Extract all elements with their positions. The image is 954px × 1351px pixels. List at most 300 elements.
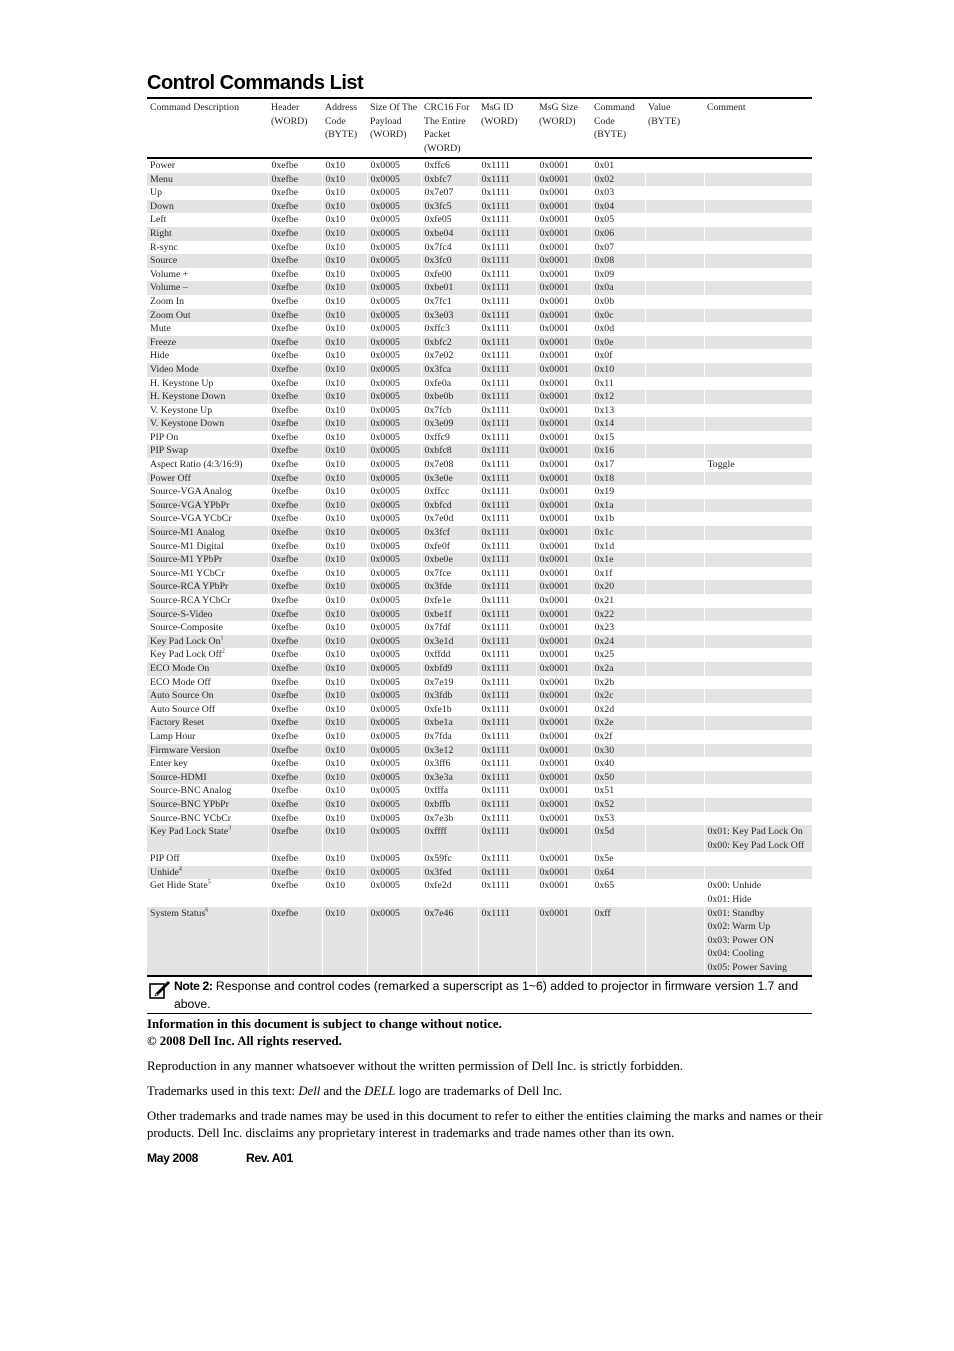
cell-command-code: 0x2b xyxy=(591,676,645,690)
cell-msg-id: 0x1111 xyxy=(478,213,536,227)
cell-description xyxy=(147,812,268,826)
cell-msg-size: 0x0001 xyxy=(536,662,591,676)
cell-command-code: 0x04 xyxy=(591,200,645,214)
table-row xyxy=(147,158,812,173)
cell-comment xyxy=(704,417,812,431)
cell-msg-size: 0x0001 xyxy=(536,322,591,336)
table-row xyxy=(147,322,812,336)
cell-header: 0xefbe xyxy=(268,458,322,472)
description-text: Right xyxy=(150,227,172,239)
cell-msg-size: 0x0001 xyxy=(536,458,591,472)
cell-header: 0xefbe xyxy=(268,281,322,295)
cell-comment xyxy=(704,200,812,214)
cell-command-code: 0x1a xyxy=(591,499,645,513)
description-text: Key Pad Lock Off xyxy=(150,649,222,661)
cell-payload-size: 0x0005 xyxy=(367,744,421,758)
cell-value xyxy=(645,444,704,458)
cell-comment xyxy=(704,798,812,812)
cell-msg-size: 0x0001 xyxy=(536,349,591,363)
cell-header: 0xefbe xyxy=(268,499,322,513)
superscript-marker: 4 xyxy=(178,866,182,873)
cell-msg-id: 0x1111 xyxy=(478,866,536,880)
cell-crc16: 0xbe1a xyxy=(421,716,478,730)
cell-value xyxy=(645,227,704,241)
cell-header: 0xefbe xyxy=(268,621,322,635)
table-row xyxy=(147,716,812,730)
description-text: Auto Source On xyxy=(150,690,214,702)
cell-command-code: 0x12 xyxy=(591,390,645,404)
cell-command-code: 0x0f xyxy=(591,349,645,363)
cell-description xyxy=(147,458,268,472)
cell-value xyxy=(645,458,704,472)
col-header-payload-size: Size Of The Payload (WORD) xyxy=(367,98,421,158)
cell-msg-id: 0x1111 xyxy=(478,648,536,662)
cell-value xyxy=(645,485,704,499)
cell-crc16: 0x3fcf xyxy=(421,526,478,540)
cell-address: 0x10 xyxy=(322,567,367,581)
description-text: Source-RCA YCbCr xyxy=(150,595,231,606)
table-row xyxy=(147,281,812,295)
table-row xyxy=(147,812,812,826)
cell-address: 0x10 xyxy=(322,322,367,336)
cell-header: 0xefbe xyxy=(268,567,322,581)
cell-description xyxy=(147,349,268,363)
cell-value xyxy=(645,309,704,323)
cell-value xyxy=(645,798,704,812)
cell-command-code: 0x13 xyxy=(591,404,645,418)
description-text: Source-BNC Analog xyxy=(150,785,232,797)
cell-value xyxy=(645,676,704,690)
cell-comment xyxy=(704,567,812,581)
cell-payload-size: 0x0005 xyxy=(367,158,421,173)
cell-crc16: 0xbe1f xyxy=(421,608,478,622)
description-text: ECO Mode Off xyxy=(150,676,211,688)
cell-msg-size: 0x0001 xyxy=(536,485,591,499)
cell-value xyxy=(645,553,704,567)
cell-description xyxy=(147,648,268,662)
cell-description xyxy=(147,621,268,635)
cell-payload-size: 0x0005 xyxy=(367,417,421,431)
cell-command-code: 0x0b xyxy=(591,295,645,309)
table-row xyxy=(147,621,812,635)
table-row xyxy=(147,852,812,866)
cell-description xyxy=(147,322,268,336)
cell-address: 0x10 xyxy=(322,431,367,445)
cell-header: 0xefbe xyxy=(268,404,322,418)
info-other-trademarks: Other trademarks and trade names may be used in this document to refer to either the entities claiming the marks and names or their products. Dell Inc. disclaims any proprietary interest in trademarks and trade names other than its own. xyxy=(147,1109,823,1140)
cell-comment xyxy=(704,390,812,404)
description-text: Left xyxy=(150,214,167,226)
description-text: Mute xyxy=(150,323,171,335)
cell-crc16: 0x7fcb xyxy=(421,404,478,418)
cell-msg-size: 0x0001 xyxy=(536,241,591,255)
cell-comment xyxy=(704,608,812,622)
cell-header: 0xefbe xyxy=(268,594,322,608)
cell-payload-size: 0x0005 xyxy=(367,907,421,976)
cell-msg-size: 0x0001 xyxy=(536,158,591,173)
cell-msg-size: 0x0001 xyxy=(536,281,591,295)
cell-address: 0x10 xyxy=(322,608,367,622)
cell-address: 0x10 xyxy=(322,213,367,227)
cell-msg-size: 0x0001 xyxy=(536,771,591,785)
cell-command-code: 0x01 xyxy=(591,158,645,173)
cell-payload-size: 0x0005 xyxy=(367,703,421,717)
cell-crc16: 0x3e03 xyxy=(421,309,478,323)
cell-comment xyxy=(704,472,812,486)
cell-description xyxy=(147,417,268,431)
cell-msg-id: 0x1111 xyxy=(478,879,536,906)
cell-description xyxy=(147,716,268,730)
table-row xyxy=(147,635,812,649)
superscript-marker: 3 xyxy=(228,825,232,832)
cell-command-code: 0x52 xyxy=(591,798,645,812)
col-header-msg-id: MsG ID (WORD) xyxy=(478,98,536,158)
cell-address: 0x10 xyxy=(322,309,367,323)
cell-command-code: 0x5e xyxy=(591,852,645,866)
superscript-marker: 1 xyxy=(220,635,224,642)
cell-msg-size: 0x0001 xyxy=(536,621,591,635)
cell-address: 0x10 xyxy=(322,635,367,649)
cell-command-code: 0x09 xyxy=(591,268,645,282)
cell-header: 0xefbe xyxy=(268,158,322,173)
description-text: Factory Reset xyxy=(150,717,205,729)
cell-crc16: 0xbe0b xyxy=(421,390,478,404)
cell-description xyxy=(147,390,268,404)
description-text: Source xyxy=(150,255,178,267)
cell-command-code: 0x2d xyxy=(591,703,645,717)
cell-payload-size: 0x0005 xyxy=(367,621,421,635)
cell-value xyxy=(645,567,704,581)
cell-msg-size: 0x0001 xyxy=(536,812,591,826)
table-row xyxy=(147,553,812,567)
cell-payload-size: 0x0005 xyxy=(367,309,421,323)
cell-value xyxy=(645,512,704,526)
description-text: Auto Source Off xyxy=(150,703,216,715)
cell-header: 0xefbe xyxy=(268,322,322,336)
cell-description xyxy=(147,703,268,717)
cell-crc16: 0x7e07 xyxy=(421,186,478,200)
cell-payload-size: 0x0005 xyxy=(367,784,421,798)
cell-command-code: 0x25 xyxy=(591,648,645,662)
description-text: Source-S-Video xyxy=(150,608,213,620)
table-row xyxy=(147,907,812,976)
cell-comment xyxy=(704,757,812,771)
cell-msg-id: 0x1111 xyxy=(478,621,536,635)
cell-payload-size: 0x0005 xyxy=(367,499,421,513)
col-header-crc16: CRC16 For The Entire Packet (WORD) xyxy=(421,98,478,158)
cell-msg-size: 0x0001 xyxy=(536,879,591,906)
cell-command-code: 0x03 xyxy=(591,186,645,200)
footer-revision: Rev. A01 xyxy=(246,1151,293,1165)
trademarks-post: logo are trademarks of Dell Inc. xyxy=(395,1084,563,1098)
cell-command-code: 0x0e xyxy=(591,336,645,350)
cell-msg-size: 0x0001 xyxy=(536,784,591,798)
table-row xyxy=(147,662,812,676)
cell-msg-size: 0x0001 xyxy=(536,716,591,730)
cell-crc16: 0xbfcd xyxy=(421,499,478,513)
cell-header: 0xefbe xyxy=(268,268,322,282)
table-row xyxy=(147,404,812,418)
cell-description xyxy=(147,662,268,676)
cell-address: 0x10 xyxy=(322,730,367,744)
cell-crc16: 0xffcc xyxy=(421,485,478,499)
cell-msg-size: 0x0001 xyxy=(536,825,591,852)
description-text: Hide xyxy=(150,350,170,362)
cell-header: 0xefbe xyxy=(268,907,322,976)
cell-description xyxy=(147,295,268,309)
cell-msg-size: 0x0001 xyxy=(536,567,591,581)
cell-msg-id: 0x1111 xyxy=(478,499,536,513)
cell-command-code: 0x0a xyxy=(591,281,645,295)
cell-msg-size: 0x0001 xyxy=(536,377,591,391)
cell-payload-size: 0x0005 xyxy=(367,200,421,214)
cell-comment xyxy=(704,213,812,227)
cell-address: 0x10 xyxy=(322,594,367,608)
cell-msg-id: 0x1111 xyxy=(478,336,536,350)
cell-msg-id: 0x1111 xyxy=(478,417,536,431)
cell-payload-size: 0x0005 xyxy=(367,689,421,703)
cell-msg-id: 0x1111 xyxy=(478,526,536,540)
cell-address: 0x10 xyxy=(322,158,367,173)
cell-comment xyxy=(704,703,812,717)
cell-payload-size: 0x0005 xyxy=(367,730,421,744)
cell-msg-id: 0x1111 xyxy=(478,158,536,173)
info-reproduction: Reproduction in any manner whatsoever without the written permission of Dell Inc. is strictly forbidden. xyxy=(147,1059,683,1073)
cell-comment xyxy=(704,784,812,798)
cell-command-code: 0x1d xyxy=(591,540,645,554)
table-row xyxy=(147,390,812,404)
cell-header: 0xefbe xyxy=(268,295,322,309)
cell-crc16: 0xffc9 xyxy=(421,431,478,445)
cell-header: 0xefbe xyxy=(268,703,322,717)
cell-msg-id: 0x1111 xyxy=(478,716,536,730)
footer-date: May 2008 xyxy=(147,1151,199,1165)
cell-header: 0xefbe xyxy=(268,526,322,540)
cell-value xyxy=(645,635,704,649)
col-header-address: Address Code (BYTE) xyxy=(322,98,367,158)
description-text: Zoom Out xyxy=(150,309,191,321)
cell-command-code: 0x1e xyxy=(591,553,645,567)
table-row xyxy=(147,444,812,458)
cell-value xyxy=(645,349,704,363)
cell-address: 0x10 xyxy=(322,444,367,458)
cell-header: 0xefbe xyxy=(268,417,322,431)
cell-payload-size: 0x0005 xyxy=(367,431,421,445)
description-text: Key Pad Lock State xyxy=(150,826,229,838)
cell-header: 0xefbe xyxy=(268,730,322,744)
table-row xyxy=(147,200,812,214)
cell-comment xyxy=(704,676,812,690)
cell-header: 0xefbe xyxy=(268,676,322,690)
table-row xyxy=(147,580,812,594)
table-row xyxy=(147,227,812,241)
cell-payload-size: 0x0005 xyxy=(367,608,421,622)
comment-line: 0x03: Power ON xyxy=(707,934,774,946)
cell-comment xyxy=(704,268,812,282)
cell-header: 0xefbe xyxy=(268,812,322,826)
table-row xyxy=(147,213,812,227)
description-text: Volume – xyxy=(150,282,188,294)
table-row xyxy=(147,431,812,445)
cell-description xyxy=(147,309,268,323)
cell-payload-size: 0x0005 xyxy=(367,377,421,391)
cell-address: 0x10 xyxy=(322,689,367,703)
cell-address: 0x10 xyxy=(322,200,367,214)
cell-comment xyxy=(704,227,812,241)
cell-header: 0xefbe xyxy=(268,390,322,404)
cell-payload-size: 0x0005 xyxy=(367,227,421,241)
description-text: Volume + xyxy=(150,268,189,280)
cell-crc16: 0x3fdb xyxy=(421,689,478,703)
cell-address: 0x10 xyxy=(322,662,367,676)
cell-comment xyxy=(704,281,812,295)
cell-crc16: 0xfe1b xyxy=(421,703,478,717)
cell-msg-id: 0x1111 xyxy=(478,268,536,282)
cell-payload-size: 0x0005 xyxy=(367,213,421,227)
cell-header: 0xefbe xyxy=(268,377,322,391)
cell-crc16: 0x7fc4 xyxy=(421,241,478,255)
cell-msg-size: 0x0001 xyxy=(536,648,591,662)
cell-command-code: 0x64 xyxy=(591,866,645,880)
cell-description xyxy=(147,472,268,486)
cell-crc16: 0xfe0a xyxy=(421,377,478,391)
cell-payload-size: 0x0005 xyxy=(367,363,421,377)
description-text: ECO Mode On xyxy=(150,662,210,674)
cell-msg-id: 0x1111 xyxy=(478,431,536,445)
cell-msg-id: 0x1111 xyxy=(478,907,536,976)
cell-header: 0xefbe xyxy=(268,744,322,758)
cell-command-code: 0x06 xyxy=(591,227,645,241)
cell-value xyxy=(645,594,704,608)
cell-payload-size: 0x0005 xyxy=(367,349,421,363)
cell-value xyxy=(645,825,704,852)
cell-value xyxy=(645,390,704,404)
cell-header: 0xefbe xyxy=(268,852,322,866)
cell-msg-id: 0x1111 xyxy=(478,730,536,744)
description-text: V. Keystone Down xyxy=(150,418,225,430)
cell-comment xyxy=(704,825,812,852)
cell-comment xyxy=(704,662,812,676)
cell-header: 0xefbe xyxy=(268,336,322,350)
cell-payload-size: 0x0005 xyxy=(367,553,421,567)
cell-header: 0xefbe xyxy=(268,512,322,526)
table-row xyxy=(147,526,812,540)
cell-comment xyxy=(704,744,812,758)
cell-description xyxy=(147,377,268,391)
cell-payload-size: 0x0005 xyxy=(367,866,421,880)
cell-address: 0x10 xyxy=(322,472,367,486)
cell-crc16: 0x7fdf xyxy=(421,621,478,635)
cell-crc16: 0xbfc2 xyxy=(421,336,478,350)
cell-comment xyxy=(704,716,812,730)
cell-header: 0xefbe xyxy=(268,349,322,363)
cell-description xyxy=(147,689,268,703)
table-row xyxy=(147,363,812,377)
cell-header: 0xefbe xyxy=(268,771,322,785)
cell-crc16: 0x7e46 xyxy=(421,907,478,976)
cell-crc16: 0xffc6 xyxy=(421,158,478,173)
cell-address: 0x10 xyxy=(322,676,367,690)
cell-address: 0x10 xyxy=(322,173,367,187)
description-text: Power Off xyxy=(150,472,191,484)
cell-value xyxy=(645,852,704,866)
cell-address: 0x10 xyxy=(322,540,367,554)
cell-header: 0xefbe xyxy=(268,431,322,445)
trademarks-pre: Trademarks used in this text: xyxy=(147,1084,299,1098)
description-text: Source-M1 Digital xyxy=(150,540,224,552)
cell-payload-size: 0x0005 xyxy=(367,594,421,608)
cell-command-code: 0x15 xyxy=(591,431,645,445)
cell-address: 0x10 xyxy=(322,349,367,363)
cell-description xyxy=(147,268,268,282)
cell-payload-size: 0x0005 xyxy=(367,186,421,200)
cell-payload-size: 0x0005 xyxy=(367,648,421,662)
cell-address: 0x10 xyxy=(322,404,367,418)
cell-address: 0x10 xyxy=(322,703,367,717)
cell-address: 0x10 xyxy=(322,268,367,282)
cell-msg-size: 0x0001 xyxy=(536,907,591,976)
cell-msg-size: 0x0001 xyxy=(536,703,591,717)
cell-msg-size: 0x0001 xyxy=(536,798,591,812)
table-row xyxy=(147,499,812,513)
table-row xyxy=(147,417,812,431)
cell-comment xyxy=(704,852,812,866)
col-header-msg-size: MsG Size (WORD) xyxy=(536,98,591,158)
cell-comment xyxy=(704,485,812,499)
description-text: Source-VGA Analog xyxy=(150,486,232,498)
cell-command-code: 0x30 xyxy=(591,744,645,758)
cell-value xyxy=(645,703,704,717)
cell-msg-size: 0x0001 xyxy=(536,852,591,866)
cell-msg-id: 0x1111 xyxy=(478,771,536,785)
cell-crc16: 0xfe05 xyxy=(421,213,478,227)
cell-payload-size: 0x0005 xyxy=(367,757,421,771)
cell-value xyxy=(645,771,704,785)
cell-crc16: 0x7e3b xyxy=(421,812,478,826)
cell-msg-size: 0x0001 xyxy=(536,540,591,554)
cell-payload-size: 0x0005 xyxy=(367,812,421,826)
cell-header: 0xefbe xyxy=(268,444,322,458)
comment-line: 0x05: Power Saving xyxy=(707,962,787,974)
cell-comment xyxy=(704,879,812,906)
description-text: System Status xyxy=(150,907,206,919)
cell-payload-size: 0x0005 xyxy=(367,852,421,866)
cell-description xyxy=(147,798,268,812)
cell-msg-id: 0x1111 xyxy=(478,309,536,323)
cell-msg-size: 0x0001 xyxy=(536,744,591,758)
cell-msg-id: 0x1111 xyxy=(478,580,536,594)
cell-command-code: 0x53 xyxy=(591,812,645,826)
cell-msg-size: 0x0001 xyxy=(536,499,591,513)
cell-value xyxy=(645,472,704,486)
cell-msg-id: 0x1111 xyxy=(478,295,536,309)
cell-command-code: 0x18 xyxy=(591,472,645,486)
table-row xyxy=(147,186,812,200)
cell-command-code: 0x5d xyxy=(591,825,645,852)
table-row xyxy=(147,730,812,744)
cell-msg-id: 0x1111 xyxy=(478,390,536,404)
cell-crc16: 0x3fde xyxy=(421,580,478,594)
cell-value xyxy=(645,417,704,431)
cell-comment xyxy=(704,526,812,540)
cell-payload-size: 0x0005 xyxy=(367,281,421,295)
cell-comment xyxy=(704,812,812,826)
cell-address: 0x10 xyxy=(322,621,367,635)
table-row xyxy=(147,771,812,785)
cell-description xyxy=(147,825,268,852)
cell-msg-id: 0x1111 xyxy=(478,689,536,703)
cell-msg-size: 0x0001 xyxy=(536,363,591,377)
